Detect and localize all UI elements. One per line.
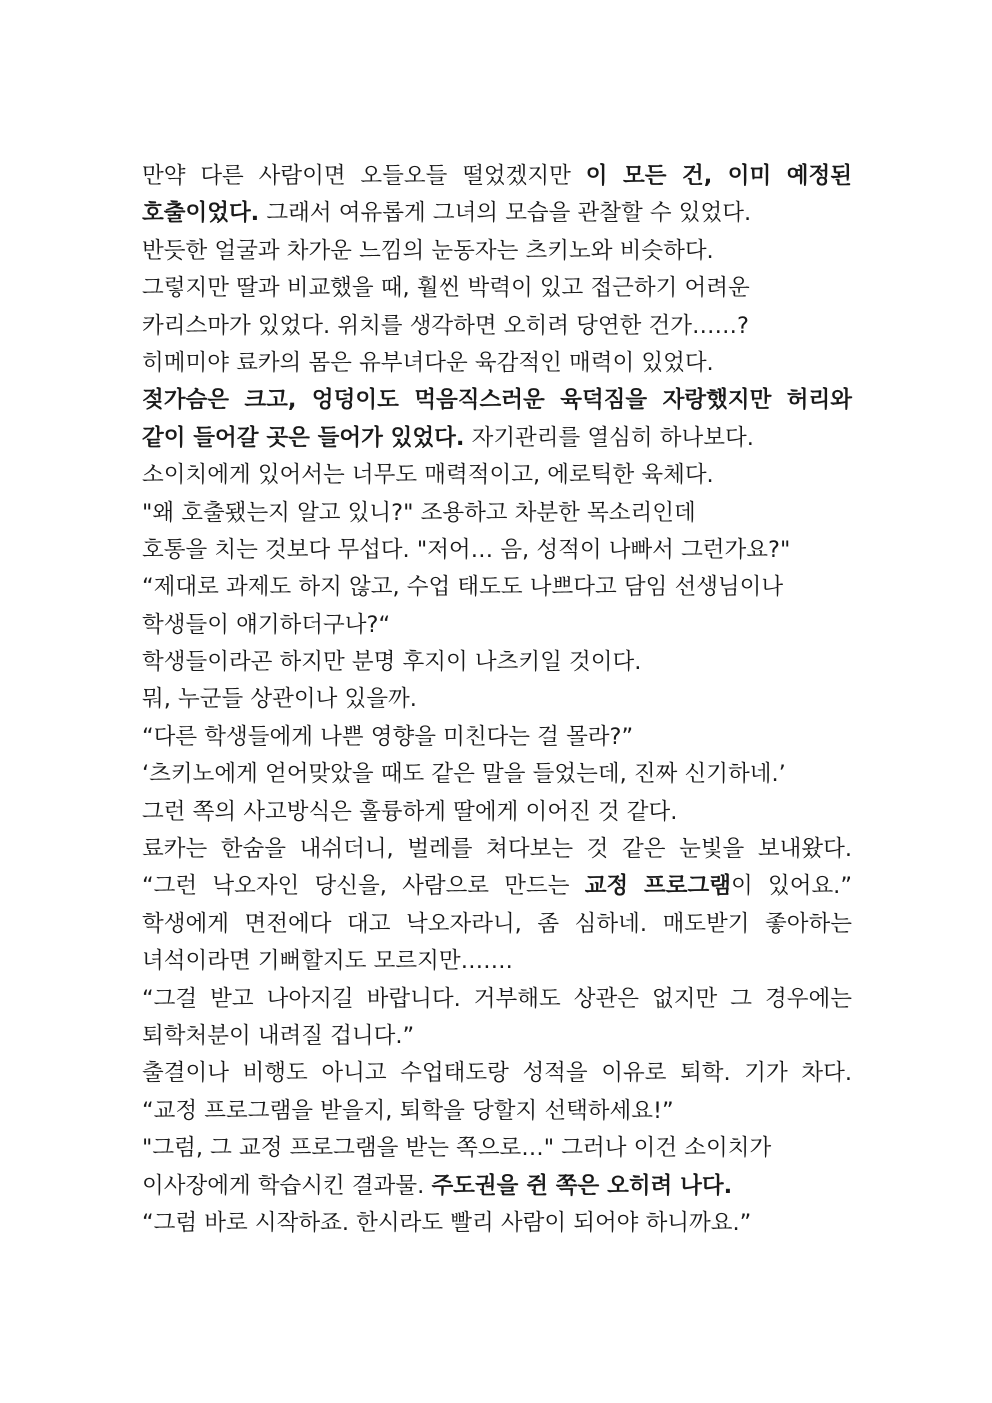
text-segment: 만약 다른 사람이면 오들오들 떨었겠지만 (142, 163, 586, 189)
text-segment: 카리스마가 있었다. 위치를 생각하면 오히려 당연한 건가……? (142, 312, 749, 339)
text-line (142, 1055, 852, 1092)
text-segment: "왜 호출됐는지 알고 있니?" 조용하고 차분한 목소리인데 (142, 499, 696, 526)
text-segment: "그럼, 그 교정 프로그램을 받는 쪽으로…" 그러나 이건 소이치가 (142, 1135, 772, 1162)
text-segment: 퇴학처분이 내려질 겁니다.” (142, 1022, 415, 1049)
text-line (142, 270, 852, 307)
text-line (142, 1130, 852, 1167)
text-line (142, 1018, 852, 1055)
text-segment: 반듯한 얼굴과 차가운 느낌의 눈동자는 츠키노와 비슷하다. (142, 237, 714, 264)
text-line (142, 756, 852, 793)
text-segment: 학생에게 면전에다 대고 낙오자라니, 좀 심하네. 매도받기 좋아하는 (142, 910, 852, 937)
text-segment: 히메미야 료카의 몸은 유부녀다운 육감적인 매력이 있었다. (142, 349, 714, 376)
text-line (142, 457, 852, 494)
text-segment: 그런 쪽의 사고방식은 훌륭하게 딸에게 이어진 것 같다. (142, 798, 678, 825)
text-line (142, 420, 852, 457)
text-line (142, 1168, 852, 1205)
text-segment: 그렇지만 딸과 비교했을 때, 훨씬 박력이 있고 접근하기 어려운 (142, 275, 750, 302)
text-segment: “그걸 받고 나아지길 바랍니다. 거부해도 상관은 없지만 그 경우에는 (142, 985, 852, 1012)
text-segment: 이사장에게 학습시킨 결과물. (142, 1172, 432, 1199)
bold-text-segment: 주도권을 쥔 쪽은 오히려 나다. (431, 1172, 733, 1199)
text-line (142, 981, 852, 1018)
text-line (142, 532, 852, 569)
text-segment: “다른 학생들에게 나쁜 영향을 미친다는 걸 몰라?” (142, 723, 634, 750)
body-text (142, 158, 852, 1242)
text-line (142, 906, 852, 943)
text-segment: ‘츠키노에게 얻어맞았을 때도 같은 말을 들었는데, 진짜 신기하네.’ (142, 761, 786, 788)
text-line (142, 719, 852, 756)
text-line (142, 868, 852, 905)
text-segment: 녀석이라면 기뻐할지도 모르지만……. (142, 948, 513, 975)
text-segment: “그럼 바로 시작하죠. 한시라도 빨리 사람이 되어야 하니까요.” (142, 1209, 752, 1236)
bold-text-segment: 같이 들어갈 곳은 들어가 있었다. (142, 424, 465, 451)
text-line (142, 831, 852, 868)
text-line (142, 794, 852, 831)
text-line (142, 943, 852, 980)
text-segment: 뭐, 누군들 상관이나 있을까. (142, 686, 417, 713)
text-segment: 료카는 한숨을 내쉬더니, 벌레를 쳐다보는 것 같은 눈빛을 보내왔다. (142, 836, 852, 863)
text-line (142, 195, 852, 232)
text-segment: “교정 프로그램을 받을지, 퇴학을 당할지 선택하세요!” (142, 1097, 674, 1124)
text-line (142, 308, 852, 345)
text-line (142, 1205, 852, 1242)
text-segment: “그런 낙오자인 당신을, 사람으로 만드는 (142, 873, 585, 900)
bold-text-segment: 이 모든 건, 이미 예정된 (585, 163, 853, 189)
text-line (142, 382, 852, 419)
bold-text-segment: 교정 프로그램 (584, 873, 732, 900)
text-segment: 자기관리를 열심히 하나보다. (464, 424, 754, 451)
text-line (142, 233, 852, 270)
text-line (142, 607, 852, 644)
text-segment: “제대로 과제도 하지 않고, 수업 태도도 나쁘다고 담임 선생님이나 (142, 574, 784, 601)
text-line (142, 681, 852, 718)
text-segment: 호통을 치는 것보다 무섭다. "저어… 음, 성적이 나빠서 그런가요?" (142, 536, 791, 563)
text-segment: 그래서 여유롭게 그녀의 모습을 관찰할 수 있었다. (259, 200, 752, 227)
text-line (142, 569, 852, 606)
bold-text-segment: 젖가슴은 크고, 엉덩이도 먹음직스러운 육덕짐을 자랑했지만 허리와 (142, 387, 852, 414)
text-segment: 이 있어요.” (731, 873, 852, 900)
text-line (142, 1093, 852, 1130)
text-segment: 학생들이라곤 하지만 분명 후지이 나츠키일 것이다. (142, 649, 642, 676)
text-line (142, 158, 852, 195)
text-line (142, 644, 852, 681)
text-segment: 출결이나 비행도 아니고 수업태도랑 성적을 이유로 퇴학. 기가 차다. (142, 1060, 852, 1087)
bold-text-segment: 호출이었다. (142, 200, 260, 227)
text-line (142, 495, 852, 532)
text-segment: 소이치에게 있어서는 너무도 매력적이고, 에로틱한 육체다. (142, 462, 714, 489)
text-segment: 학생들이 얘기하더구나?“ (142, 611, 391, 638)
text-line (142, 345, 852, 382)
